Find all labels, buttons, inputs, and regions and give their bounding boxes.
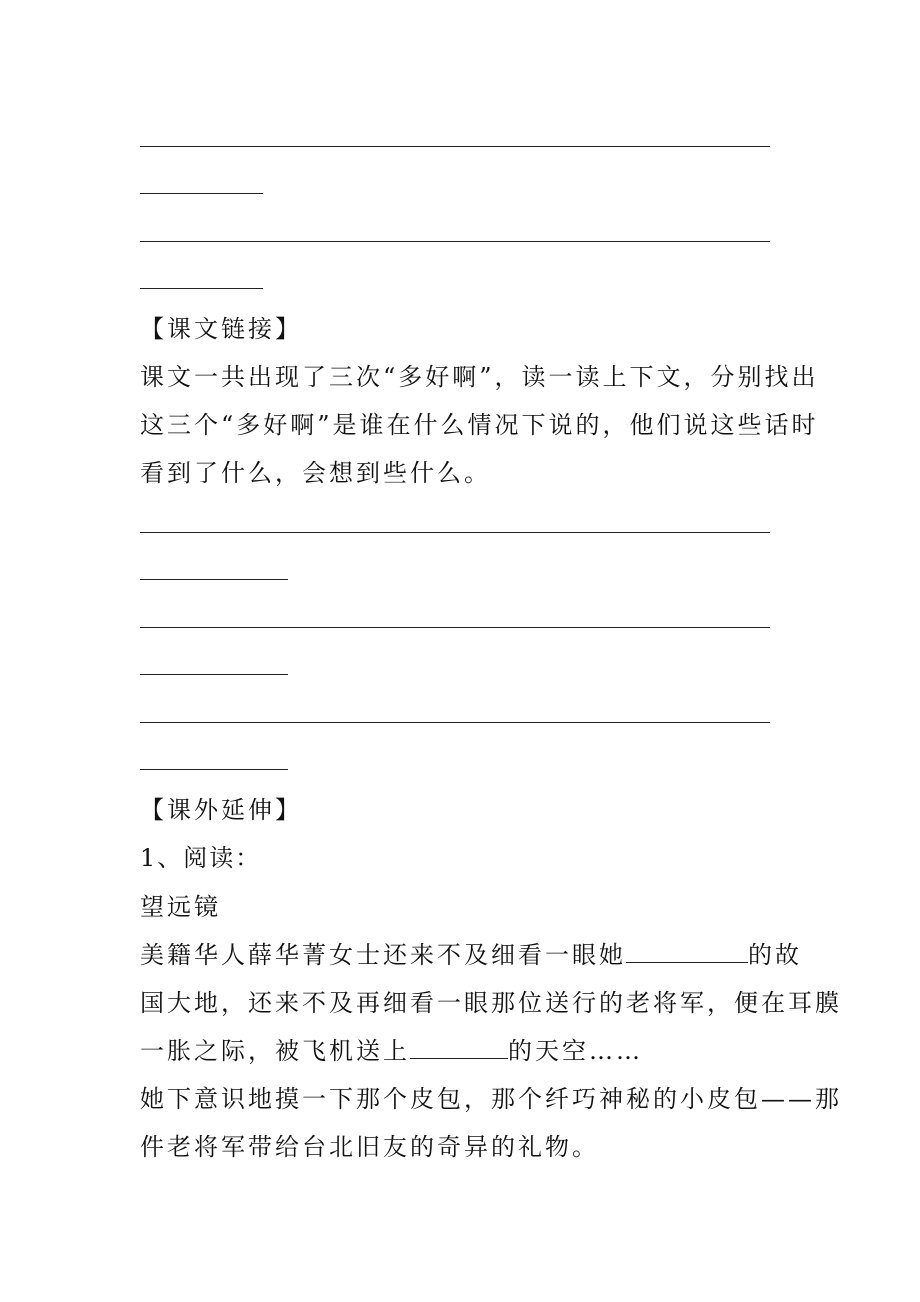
paragraph-line: 课文一共出现了三次“多好啊”，读一读上下文，分别找出 bbox=[140, 363, 819, 391]
text-segment: 一胀之际，被飞机送上 bbox=[140, 1037, 410, 1065]
answer-line[interactable] bbox=[140, 579, 288, 580]
paragraph-line: 这三个“多好啊”是谁在什么情况下说的，他们说这些话时 bbox=[140, 411, 819, 439]
text-segment: 的天空…… bbox=[508, 1037, 643, 1065]
text-segment: 的故 bbox=[748, 941, 802, 969]
paragraph-line bbox=[140, 1028, 643, 1074]
answer-line[interactable] bbox=[140, 193, 263, 194]
item-label: 1、阅读： bbox=[140, 844, 262, 872]
answer-line[interactable] bbox=[140, 241, 770, 242]
paragraph-line: 国大地，还来不及再细看一眼那位送行的老将军，便在耳膜 bbox=[140, 989, 842, 1017]
fill-blank[interactable] bbox=[626, 942, 748, 963]
paragraph-line: 看到了什么，会想到些什么。 bbox=[140, 459, 491, 487]
answer-line[interactable] bbox=[140, 769, 288, 770]
article-title: 望远镜 bbox=[140, 893, 221, 921]
answer-line[interactable] bbox=[140, 288, 263, 289]
section-heading-kewai: 【课外延伸】 bbox=[140, 796, 302, 824]
text-segment: 美籍华人薛华菁女士还来不及细看一眼她 bbox=[140, 941, 626, 969]
paragraph-line: 她下意识地摸一下那个皮包，那个纤巧神秘的小皮包——那 bbox=[140, 1085, 842, 1113]
answer-line[interactable] bbox=[140, 532, 770, 533]
answer-line[interactable] bbox=[140, 674, 288, 675]
paragraph-line: 件老将军带给台北旧友的奇异的礼物。 bbox=[140, 1133, 599, 1161]
answer-line[interactable] bbox=[140, 722, 770, 723]
section-heading-kewen: 【课文链接】 bbox=[140, 315, 302, 343]
answer-line[interactable] bbox=[140, 146, 770, 147]
answer-line[interactable] bbox=[140, 627, 770, 628]
paragraph-line bbox=[140, 932, 802, 978]
fill-blank[interactable] bbox=[410, 1038, 508, 1059]
